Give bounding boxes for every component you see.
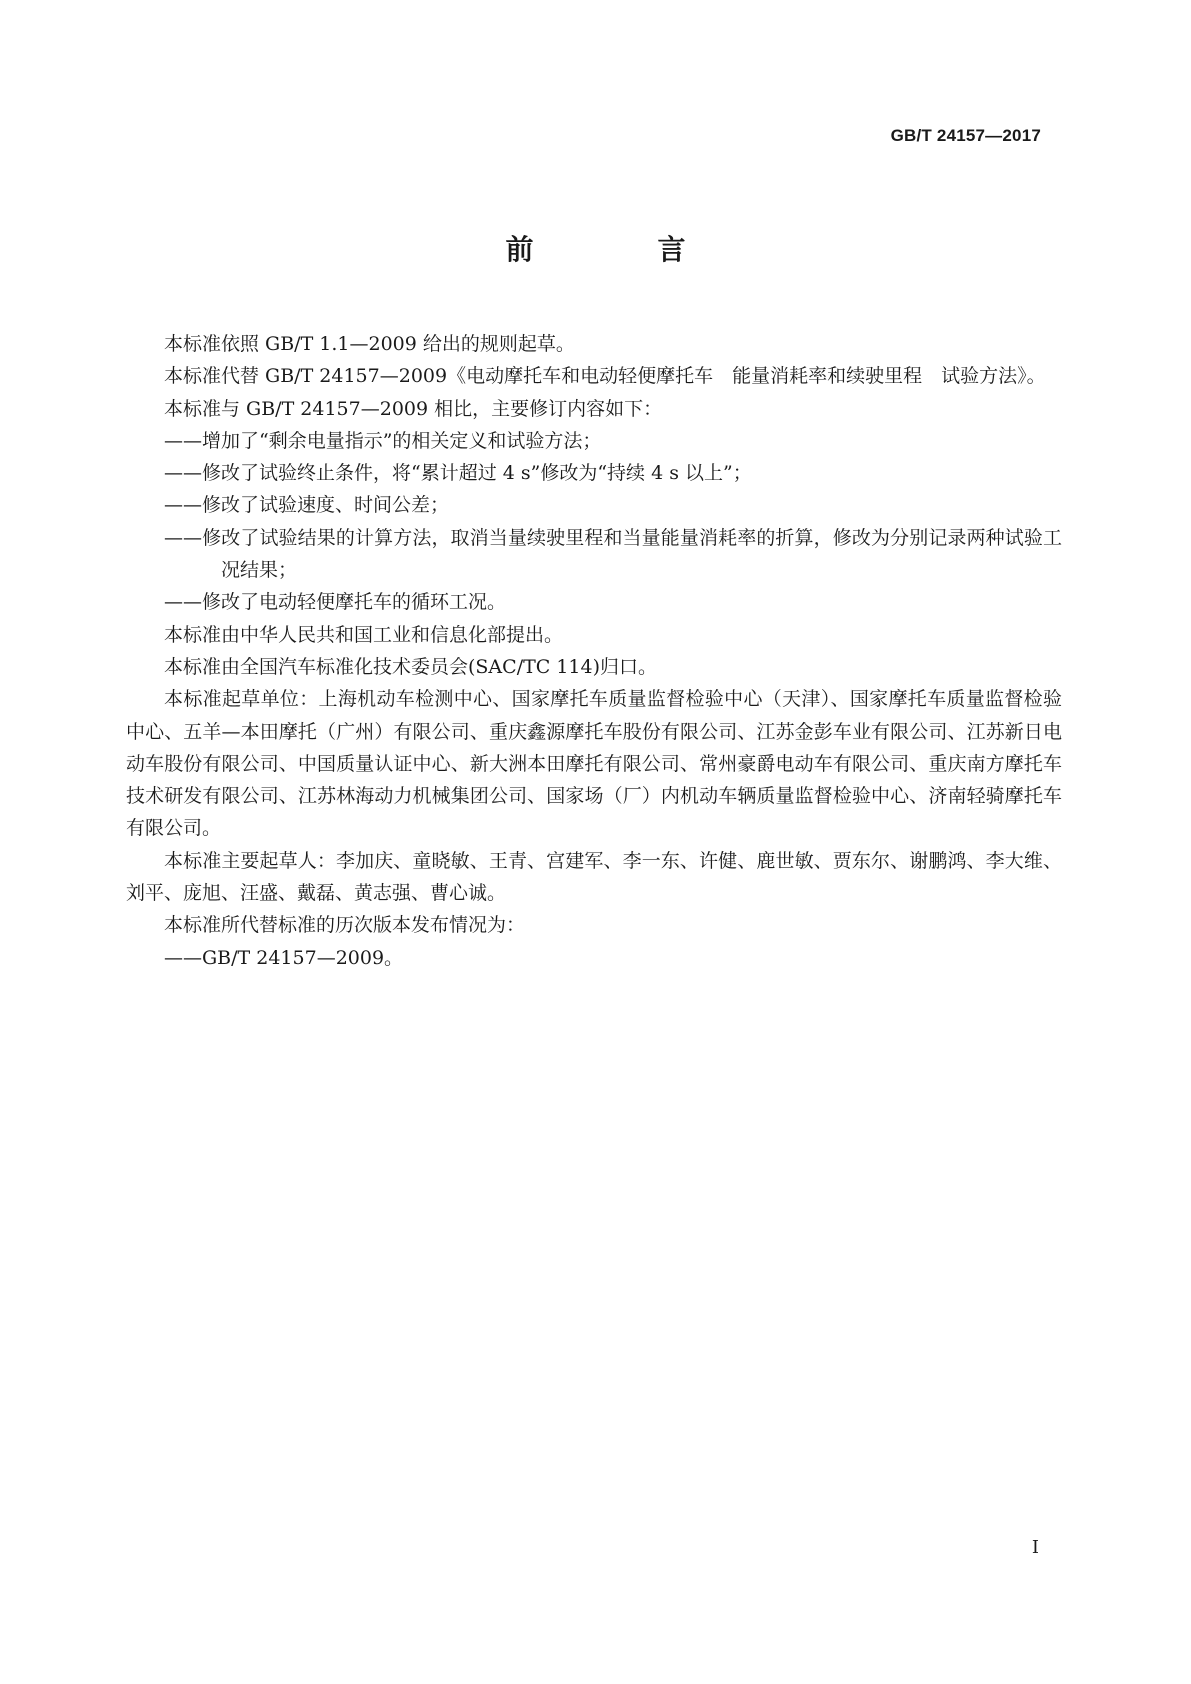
paragraph-replaces: 本标准代替 GB/T 24157—2009《电动摩托车和电动轻便摩托车 能量消耗率和续驶里程 试验方法》。 [164, 365, 1046, 388]
paragraph-drafters: 本标准主要起草人：李加庆、童晓敏、王青、宫建军、李一东、许健、鹿世敏、贾东尔、谢鹏鸿、李大维、刘平、庞旭、汪盛、戴磊、黄志强、曹心诚。 [126, 849, 1062, 905]
revision-item: ——增加了“剩余电量指示”的相关定义和试验方法； [164, 429, 602, 452]
paragraph-centralized-by: 本标准由全国汽车标准化技术委员会(SAC/TC 114)归口。 [164, 655, 658, 678]
preface-body [126, 328, 1062, 974]
revision-item: ——修改了试验速度、时间公差； [164, 494, 450, 517]
page-number: I [1031, 1537, 1039, 1558]
revision-item: ——修改了电动轻便摩托车的循环工况。 [164, 591, 507, 614]
paragraph-proposed-by: 本标准由中华人民共和国工业和信息化部提出。 [164, 623, 564, 646]
paragraph-drafting-units: 本标准起草单位：上海机动车检测中心、国家摩托车质量监督检验中心（天津）、国家摩托车质量监督检验中心、五羊—本田摩托（广州）有限公司、重庆鑫源摩托车股份有限公司、江苏金彭车业有限公司、江苏新日电动车股份有限公司、中国质量认证中心、新大洲本田摩托有限公司、常州豪爵电动车有限公司、重庆南方摩托车技术研发有限公司、江苏林海动力机械集团公司、国家场（厂）内机动车辆质量监督检验中心、济南轻骑摩托车有限公司。 [126, 688, 1062, 840]
previous-version-item: ——GB/T 24157—2009。 [164, 946, 404, 969]
paragraph-changes-intro: 本标准与 GB/T 24157—2009 相比，主要修订内容如下： [164, 397, 663, 420]
paragraph-drafting-rules: 本标准依照 GB/T 1.1—2009 给出的规则起草。 [164, 333, 575, 355]
standard-code: GB/T 24157—2017 [890, 126, 1041, 145]
revision-item: ——修改了试验终止条件，将“累计超过 4 s”修改为“持续 4 s 以上”； [164, 462, 752, 485]
revision-item: ——修改了试验结果的计算方法，取消当量续驶里程和当量能量消耗率的折算，修改为分别记录两种试验工况结果； [164, 526, 1062, 582]
paragraph-history-intro: 本标准所代替标准的历次版本发布情况为： [164, 914, 526, 937]
preface-title: 前 言 [505, 233, 734, 266]
